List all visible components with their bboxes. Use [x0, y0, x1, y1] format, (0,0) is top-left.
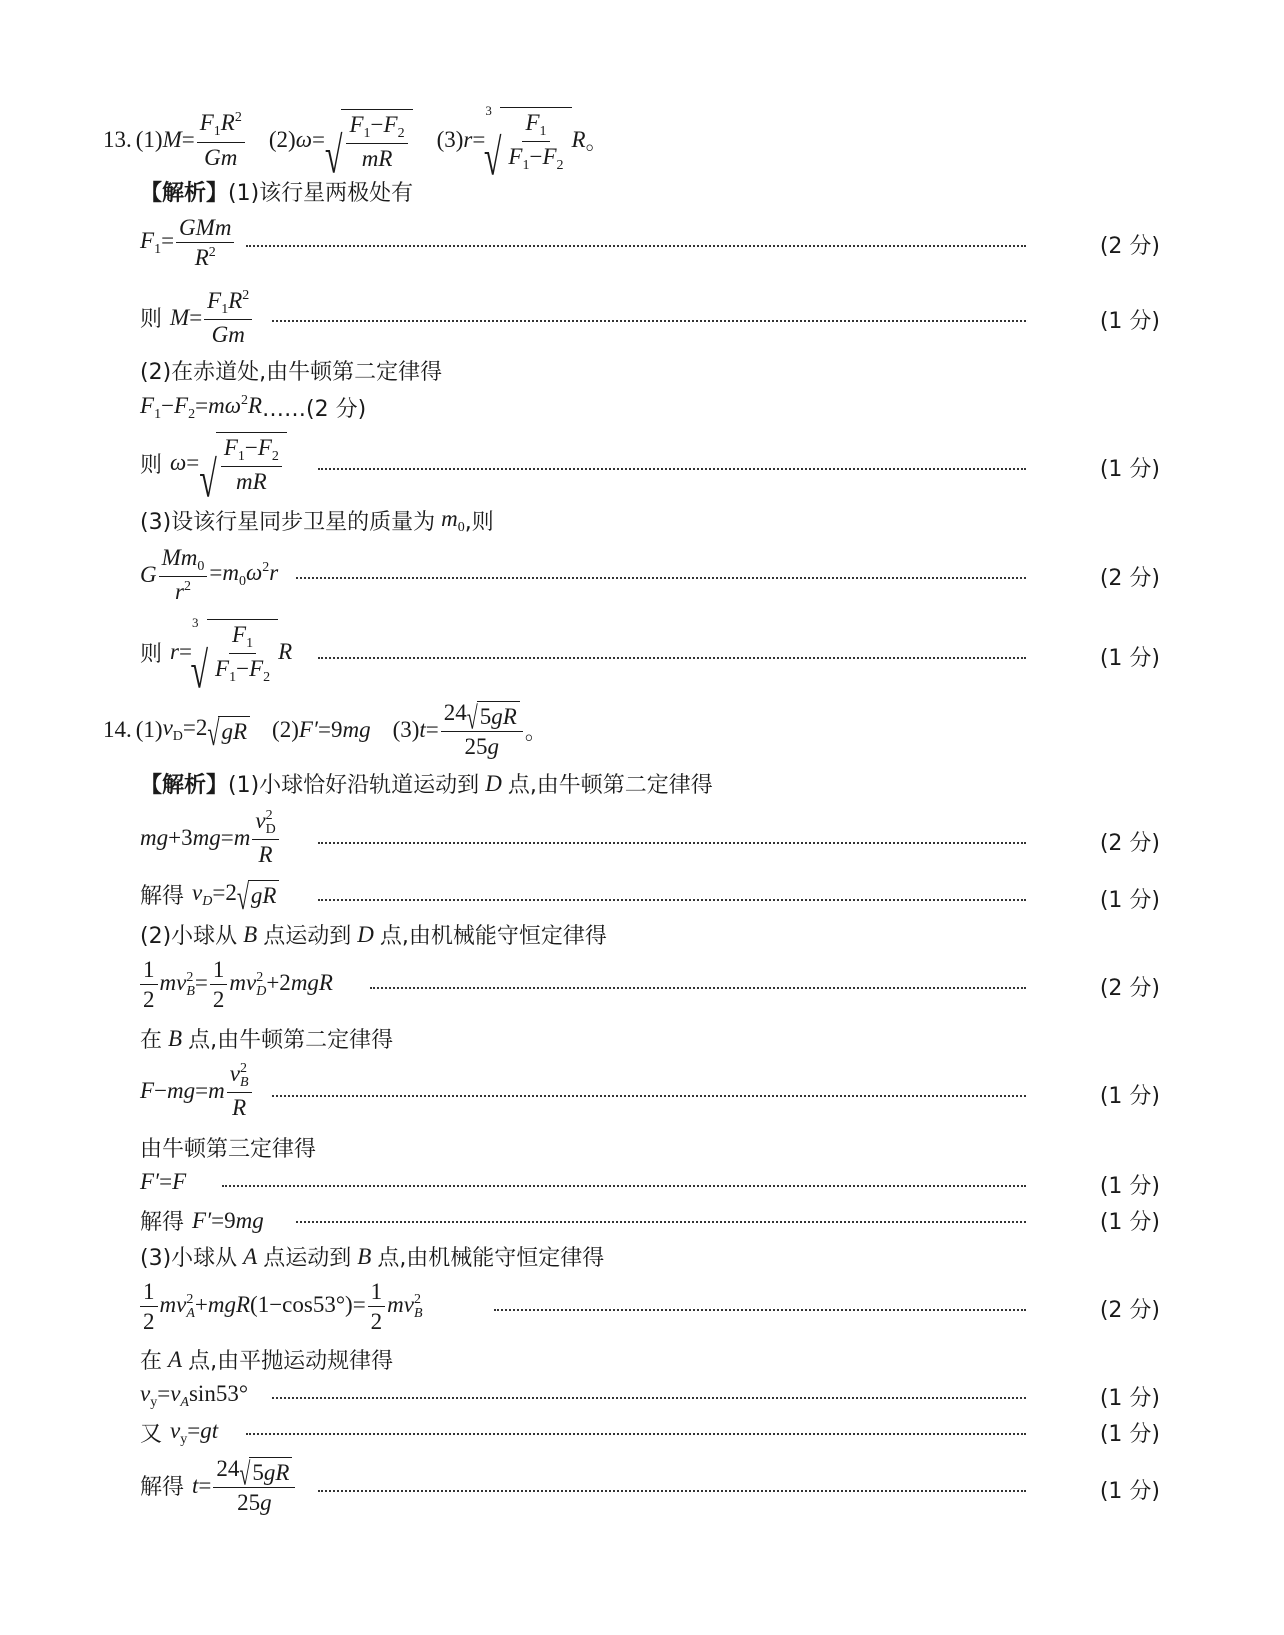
then-label: 则: [140, 307, 163, 333]
leader-dots: [246, 1433, 1026, 1435]
leader-dots: [272, 1095, 1026, 1097]
leader-dots: [296, 577, 1026, 579]
question-number: 13.: [103, 127, 132, 152]
leader-dots: [318, 657, 1026, 659]
part-label: (3): [436, 127, 464, 152]
analysis-label: 【解析】: [140, 773, 229, 798]
leader-dots: [494, 1309, 1026, 1311]
step-text: 点,由牛顿第二定律得: [507, 773, 713, 798]
answer-formula-m: M=: [162, 127, 195, 152]
solve-label: 解得: [140, 1475, 185, 1501]
step-text: (2)小球从: [140, 924, 238, 949]
step-text: 由牛顿第三定律得: [140, 1137, 317, 1162]
leader-dots: [370, 987, 1026, 989]
score: (1 分): [1099, 1210, 1160, 1235]
solve-label: 解得: [140, 884, 185, 909]
answer-formula-omega: ω=: [295, 127, 325, 152]
step-text: 点,由机械能守恒定律得: [377, 1246, 605, 1271]
step-text: (1)小球恰好沿轨道运动到: [228, 773, 480, 798]
score: (1 分): [1099, 457, 1160, 482]
leader-dots: [296, 1221, 1026, 1223]
score: (1 分): [1099, 888, 1160, 913]
part-label: (2): [272, 717, 299, 742]
also-label: 又: [140, 1422, 163, 1447]
step-text: 在: [140, 1028, 163, 1053]
leader-dots: [246, 245, 1026, 247]
leader-dots: [318, 468, 1026, 470]
score: (2 分): [1099, 234, 1160, 259]
score: (1 分): [1099, 1422, 1160, 1447]
part-label: (1): [135, 127, 163, 152]
leader-dots: [318, 1490, 1026, 1492]
analysis-label: 【解析】: [140, 181, 229, 206]
sqrt: √ $\frac{F_1-F_2}{mR}$: [325, 109, 413, 172]
leader-dots: [272, 1397, 1026, 1399]
leader-dots: [272, 320, 1026, 322]
leader-dots: [318, 899, 1026, 901]
part-label: (3): [392, 717, 420, 742]
part-label: (2): [268, 127, 296, 152]
score: (2 分): [1099, 1298, 1160, 1323]
period: 。: [524, 719, 547, 745]
step-text: 点,由机械能守恒定律得: [379, 924, 607, 949]
leader-dots: [318, 842, 1026, 844]
score: (1 分): [1099, 309, 1160, 334]
cube-root: 3 √ $\frac{F_1}{F_1-F_2}$: [485, 107, 571, 174]
score: (1 分): [1099, 1479, 1160, 1504]
part-label: (1): [135, 717, 163, 742]
step-text: (1)该行星两极处有: [228, 181, 414, 206]
score: (1 分): [1099, 1084, 1160, 1109]
fraction: $\frac{F_1R^2}{Gm}$: [197, 110, 245, 170]
step-text: 点,由牛顿第二定律得: [188, 1028, 394, 1053]
step-text: (3)设该行星同步卫星的质量为: [140, 510, 436, 535]
then-label: 则: [140, 641, 163, 667]
score: (2 分): [1099, 831, 1160, 856]
step-text: 点运动到: [263, 924, 352, 949]
solve-label: 解得: [140, 1210, 185, 1235]
step-text: (2)在赤道处,由牛顿第二定律得: [140, 360, 443, 385]
score: (1 分): [1099, 1174, 1160, 1199]
step-text: ,则: [464, 510, 494, 535]
step-text: (3)小球从: [140, 1246, 238, 1271]
period: 。: [585, 129, 608, 155]
score: (2 分): [1099, 976, 1160, 1001]
score: (1 分): [1099, 1386, 1160, 1411]
question-number: 14.: [103, 717, 132, 742]
score: (1 分): [1099, 646, 1160, 671]
step-text: 点运动到: [263, 1246, 352, 1271]
step-text: 点,由平抛运动规律得: [188, 1349, 394, 1374]
step-text: 在: [140, 1349, 163, 1374]
inline-score: ……(2 分): [262, 397, 367, 422]
score: (2 分): [1099, 566, 1160, 591]
answer-formula-r: r=: [463, 127, 486, 152]
then-label: 则: [140, 452, 163, 478]
leader-dots: [222, 1185, 1026, 1187]
